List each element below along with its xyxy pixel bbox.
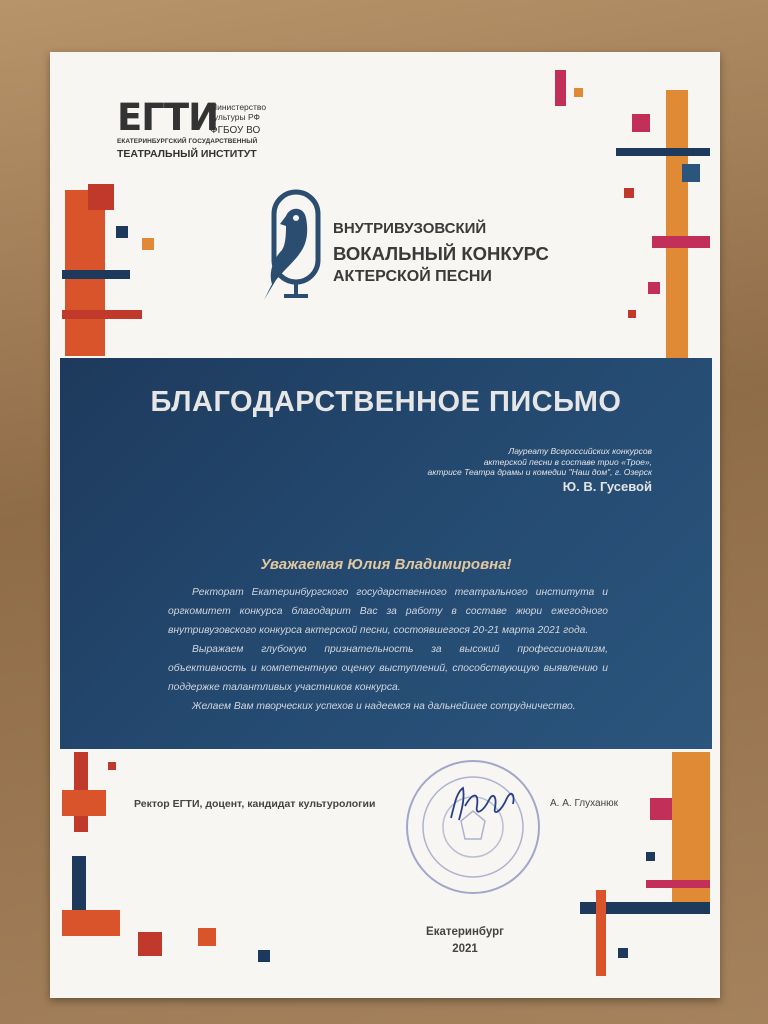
handwritten-signature bbox=[445, 782, 525, 826]
deco-block bbox=[682, 164, 700, 182]
place-date bbox=[420, 924, 510, 958]
deco-block bbox=[648, 282, 660, 294]
deco-block bbox=[672, 752, 710, 912]
recipient-name: Ю. В. Гусевой bbox=[562, 478, 652, 494]
recipient-line: актрисе Театра драмы и комедии "Наш дом", г. Озерск bbox=[427, 467, 652, 477]
contest-title-line2: ВОКАЛЬНЫЙ КОНКУРС bbox=[333, 243, 549, 264]
deco-block bbox=[138, 932, 162, 956]
deco-block bbox=[62, 310, 142, 319]
deco-block bbox=[142, 238, 154, 250]
deco-block bbox=[632, 114, 650, 132]
certificate-paper bbox=[50, 52, 720, 998]
deco-block bbox=[646, 880, 710, 888]
letter-paragraph: Выражаем глубокую признательность за высокий профессионализм, объективность и компетентную оценку выступлений, способствующую выявлению и поддержке талантливых участников конкурса. bbox=[168, 644, 608, 693]
recipient-line: Лауреату Всероссийских конкурсов bbox=[508, 446, 652, 456]
letter-banner bbox=[60, 358, 712, 749]
deco-block bbox=[555, 70, 566, 106]
recipient-line: актерской песни в составе трио «Трое», bbox=[483, 456, 652, 467]
letter-paragraph: Ректорат Екатеринбургского государственного театрального института и оргкомитет конкурса благодарит Вас за работу в составе жюри ежегодного внутривузовского конкурса актерской песни, состоявшегося 20-21 марта 2021 года. bbox=[168, 587, 608, 636]
deco-block bbox=[666, 90, 688, 358]
contest-title bbox=[333, 216, 549, 288]
contest-title-line3: АКТЕРСКОЙ ПЕСНИ bbox=[333, 268, 492, 285]
bird-microphone-icon bbox=[256, 188, 328, 308]
deco-block bbox=[198, 928, 216, 946]
rector-name: А. А. Глуханюк bbox=[550, 798, 618, 809]
logo-ministry-text: Министерство культуры РФ bbox=[210, 102, 267, 122]
deco-block bbox=[646, 852, 655, 861]
deco-block bbox=[62, 270, 130, 279]
deco-block bbox=[652, 236, 710, 248]
logo-fgbou-text: ФГБОУ ВО bbox=[210, 125, 261, 136]
letter-body bbox=[168, 583, 608, 716]
deco-block bbox=[116, 226, 128, 238]
recipient-block bbox=[428, 446, 652, 492]
letter-title: БЛАГОДАРСТВЕННОЕ ПИСЬМО bbox=[150, 386, 622, 418]
logo-city-text: ЕКАТЕРИНБУРГСКИЙ ГОСУДАРСТВЕННЫЙ bbox=[117, 138, 258, 145]
contest-title-line1: ВНУТРИВУЗОВСКИЙ bbox=[333, 220, 487, 237]
logo-egti: ЕГТИ bbox=[117, 96, 219, 139]
deco-block bbox=[650, 798, 672, 820]
logo-institute-text: ТЕАТРАЛЬНЫЙ ИНСТИТУТ bbox=[117, 148, 257, 160]
deco-block bbox=[628, 310, 636, 318]
deco-block bbox=[574, 88, 583, 97]
city: Екатеринбург bbox=[426, 926, 504, 938]
deco-block bbox=[624, 188, 634, 198]
year: 2021 bbox=[452, 943, 478, 955]
deco-block bbox=[616, 148, 710, 156]
deco-block bbox=[596, 890, 606, 976]
deco-block bbox=[88, 184, 114, 210]
deco-block bbox=[108, 762, 116, 770]
official-stamp bbox=[403, 757, 543, 897]
greeting: Уважаемая Юлия Владимировна! bbox=[260, 556, 512, 573]
rector-position: Ректор ЕГТИ, доцент, кандидат культурологии bbox=[134, 798, 376, 810]
deco-block bbox=[62, 910, 120, 936]
deco-block bbox=[258, 950, 270, 962]
deco-block bbox=[62, 790, 106, 816]
deco-block bbox=[618, 948, 628, 958]
letter-paragraph: Желаем Вам творческих успехов и надеемся на дальнейшее сотрудничество. bbox=[192, 701, 576, 712]
